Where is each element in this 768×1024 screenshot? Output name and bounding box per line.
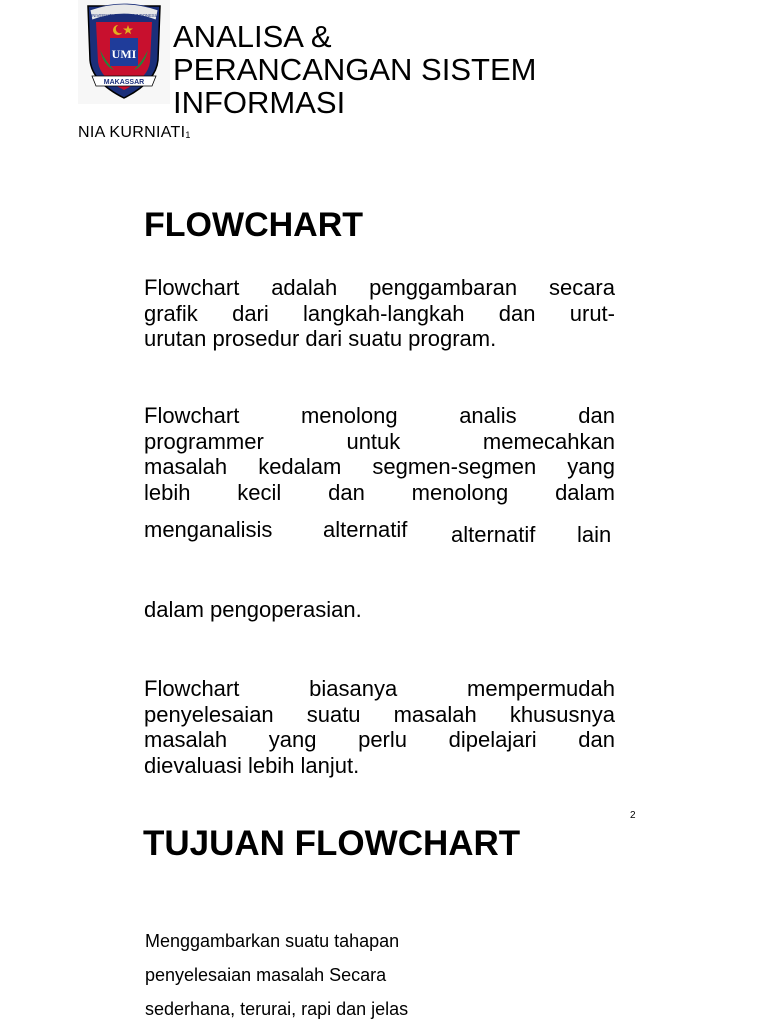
- list-line: sederhana, terurai, rapi dan jelas: [145, 999, 409, 1019]
- paragraph-line: grafik dari langkah-langkah dan urut-: [144, 300, 615, 326]
- page-number: 2: [630, 810, 636, 821]
- list-line: Menggambarkan suatu tahapan: [145, 931, 400, 951]
- paragraph-line: urutan prosedur dari suatu program.: [144, 326, 497, 351]
- paragraph-benefit: [144, 676, 615, 778]
- title-line: PERANCANGAN SISTEM: [173, 52, 537, 87]
- university-crest-icon: [78, 0, 170, 104]
- paragraph-line: lebih kecil dan menolong dalam: [144, 479, 615, 505]
- title-line: INFORMASI: [173, 85, 346, 120]
- paragraph-line: programmer untuk memecahkan: [144, 428, 615, 454]
- paragraph-line: penyelesaian suatu masalah khususnya: [144, 701, 615, 727]
- paragraph-word: alternatif: [323, 517, 408, 542]
- paragraph-line: masalah yang perlu dipelajari dan: [144, 727, 615, 752]
- paragraph-line: dievaluasi lebih lanjut.: [144, 752, 360, 778]
- paragraph-word: lain: [577, 522, 612, 547]
- logo-banner-text: MAKASSAR: [103, 79, 145, 86]
- paragraph-purpose: [144, 403, 615, 505]
- paragraph-definition: [144, 275, 615, 352]
- paragraph-word: menganalisis: [144, 517, 273, 542]
- paragraph-line: dalam pengoperasian.: [144, 597, 362, 622]
- author-footnote: 1: [185, 130, 191, 140]
- paragraph-word: alternatif: [451, 522, 536, 547]
- document-title: [173, 20, 536, 119]
- logo-monogram: UMI: [111, 47, 137, 61]
- university-logo: [78, 0, 170, 104]
- logo-arc-text: UNIVERSITAS MUSLIM INDONESIA: [89, 13, 159, 18]
- section-heading-flowchart: FLOWCHART: [144, 206, 364, 244]
- title-line: ANALISA &: [173, 19, 332, 54]
- author-name: [78, 124, 190, 142]
- section-heading-tujuan: TUJUAN FLOWCHART: [143, 824, 521, 863]
- paragraph-line: Flowchart biasanya mempermudah: [144, 676, 615, 701]
- author-text: NIA KURNIATI: [78, 124, 186, 141]
- paragraph-line: Flowchart menolong analis dan: [144, 403, 615, 428]
- list-line: penyelesaian masalah Secara: [145, 965, 387, 985]
- paragraph-line: masalah kedalam segmen-segmen yang: [144, 454, 615, 479]
- paragraph-line: Flowchart adalah penggambaran secara: [144, 275, 615, 300]
